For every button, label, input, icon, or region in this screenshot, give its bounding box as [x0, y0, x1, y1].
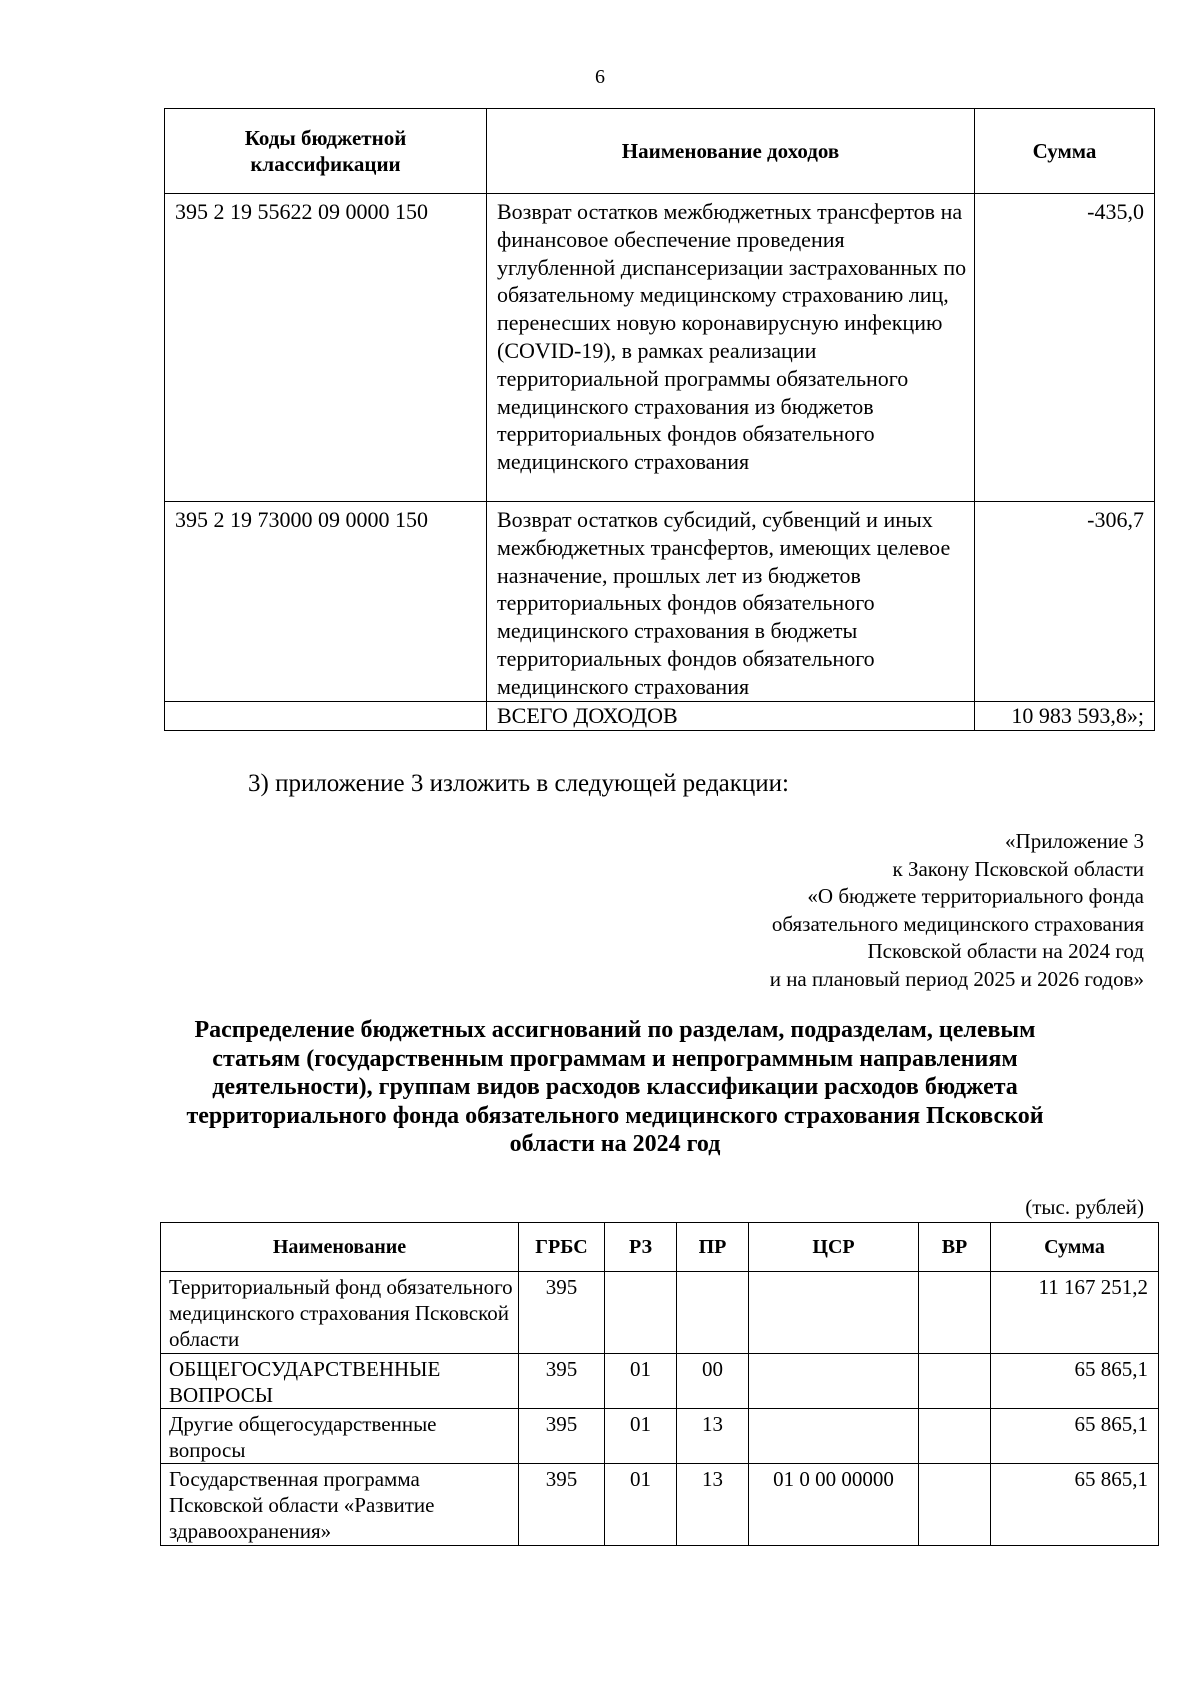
rz-cell: 01 — [605, 1409, 677, 1464]
header-sum: Сумма — [991, 1223, 1159, 1272]
table-row — [165, 502, 1155, 702]
csr-cell — [749, 1272, 919, 1354]
total-code — [165, 701, 487, 730]
grbs-cell: 395 — [519, 1354, 605, 1409]
total-row — [165, 701, 1155, 730]
vr-cell — [919, 1409, 991, 1464]
table-row — [161, 1354, 1159, 1409]
pr-cell: 13 — [677, 1409, 749, 1464]
table-row — [161, 1464, 1159, 1546]
appendix-reference — [770, 828, 1144, 993]
header-sum: Сумма — [975, 109, 1155, 194]
header-csr: ЦСР — [749, 1223, 919, 1272]
header-name: Наименование — [161, 1223, 519, 1272]
income-name: Возврат остатков субсидий, субвенций и иных межбюджетных трансфертов, имеющих целевое назначение, прошлых лет из бюджетов территориальных фондов обязательного медицинского страхования в бюджеты территориальных фондов обязательного медицинского страхования — [487, 502, 975, 702]
expense-table — [160, 1222, 1159, 1546]
appendix-line: Псковской области на 2024 год — [867, 939, 1144, 963]
vr-cell — [919, 1464, 991, 1546]
pr-cell — [677, 1272, 749, 1354]
expense-name: ОБЩЕГОСУДАРСТВЕННЫЕ ВОПРОСЫ — [161, 1354, 519, 1409]
expense-name: Территориальный фонд обязательного медицинского страхования Псковской области — [161, 1272, 519, 1354]
csr-cell: 01 0 00 00000 — [749, 1464, 919, 1546]
income-table-header — [165, 109, 1155, 194]
csr-cell — [749, 1354, 919, 1409]
total-sum: 10 983 593,8»; — [975, 701, 1155, 730]
grbs-cell: 395 — [519, 1272, 605, 1354]
appendix-line: обязательного медицинского страхования — [771, 911, 1144, 936]
rz-cell — [605, 1272, 677, 1354]
expense-table-header — [161, 1223, 1159, 1272]
vr-cell — [919, 1354, 991, 1409]
grbs-cell: 395 — [519, 1464, 605, 1546]
header-income-name: Наименование доходов — [487, 109, 975, 194]
header-pr: ПР — [677, 1223, 749, 1272]
income-name: Возврат остатков межбюджетных трансфертов на финансовое обеспечение проведения углубленной диспансеризации застрахованных по обязательному медицинскому страхованию лиц, перенесших новую коронавирусную инфекцию (COVID-19), в рамках реализации территориальной программы обязательного медицинского страхования из бюджетов территориальных фондов обязательного медицинского страхования — [487, 194, 975, 502]
grbs-cell: 395 — [519, 1409, 605, 1464]
header-codes: Коды бюджетной классификации — [165, 109, 487, 194]
appendix-line: и на плановый период 2025 и 2026 годов» — [769, 966, 1144, 991]
rz-cell: 01 — [605, 1354, 677, 1409]
appendix-line: к Закону Псковской области — [892, 856, 1144, 881]
table-row — [161, 1272, 1159, 1354]
appendix-line: «О бюджете территориального фонда — [807, 884, 1144, 908]
header-rz: РЗ — [605, 1223, 677, 1272]
sum-cell: 65 865,1 — [991, 1464, 1159, 1546]
income-table — [164, 108, 1155, 731]
budget-code: 395 2 19 73000 09 0000 150 — [165, 502, 487, 702]
header-vr: ВР — [919, 1223, 991, 1272]
directive-text: 3) приложение 3 изложить в следующей редакции: — [248, 770, 789, 797]
sum-cell: 65 865,1 — [991, 1409, 1159, 1464]
table-row — [165, 194, 1155, 502]
income-sum: -435,0 — [975, 194, 1155, 502]
csr-cell — [749, 1409, 919, 1464]
table-row — [161, 1409, 1159, 1464]
section-heading: Распределение бюджетных ассигнований по разделам, подразделам, целевым статьям (государственным программам и непрограммным направлениям деятельности), группам видов расходов классификации расходов бюджета территориального фонда обязательного медицинского страхования Псковской области на 2024 год — [186, 1017, 1044, 1157]
sum-cell: 11 167 251,2 — [991, 1272, 1159, 1354]
header-grbs: ГРБС — [519, 1223, 605, 1272]
rz-cell: 01 — [605, 1464, 677, 1546]
appendix-line: «Приложение 3 — [1005, 829, 1144, 853]
expense-name: Государственная программа Псковской области «Развитие здравоохранения» — [161, 1464, 519, 1546]
sum-cell: 65 865,1 — [991, 1354, 1159, 1409]
expense-name: Другие общегосударственные вопросы — [161, 1409, 519, 1464]
budget-code: 395 2 19 55622 09 0000 150 — [165, 194, 487, 502]
page-number: 6 — [595, 66, 605, 88]
pr-cell: 00 — [677, 1354, 749, 1409]
income-sum: -306,7 — [975, 502, 1155, 702]
total-label: ВСЕГО ДОХОДОВ — [487, 701, 975, 730]
units-label: (тыс. рублей) — [1025, 1195, 1144, 1219]
vr-cell — [919, 1272, 991, 1354]
pr-cell: 13 — [677, 1464, 749, 1546]
